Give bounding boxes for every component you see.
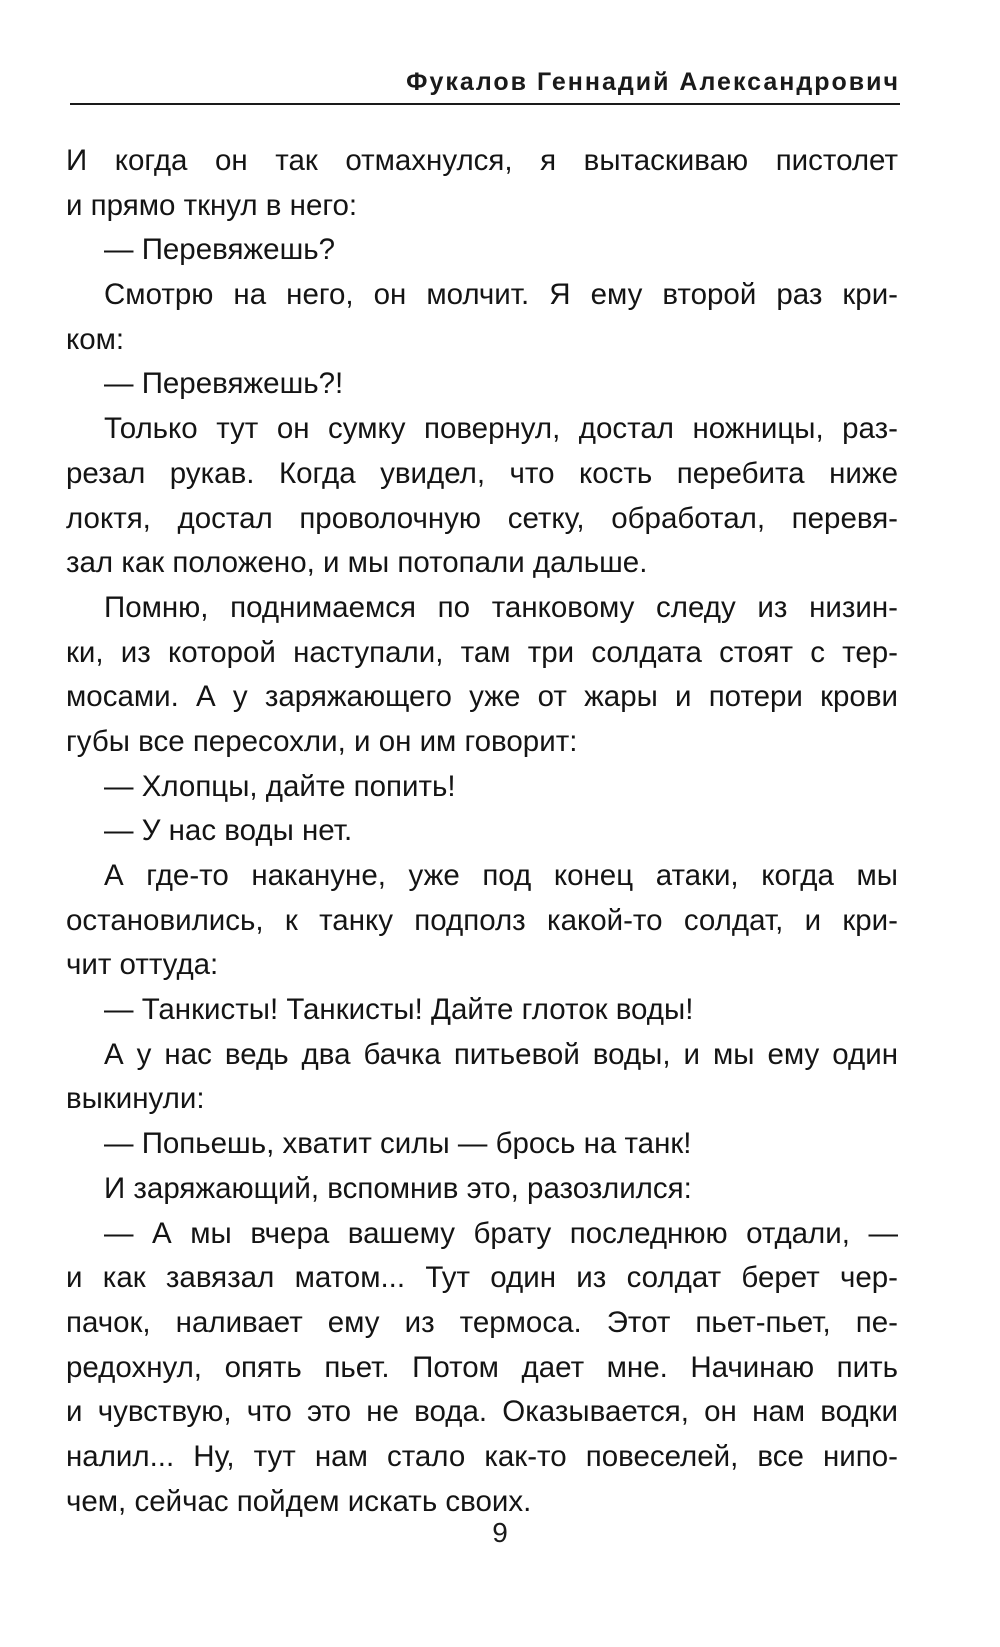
text-line: И когда он так отмахнулся, я вытаскиваю пистолет <box>66 144 898 177</box>
text-line: Смотрю на него, он молчит. Я ему второй раз кри- <box>104 278 898 312</box>
text-line: зал как положено, и мы потопали дальше. <box>66 546 648 580</box>
text-line: мосами. А у заряжающего уже от жары и потери крови <box>66 680 898 714</box>
text-line: ки, из которой наступали, там три солдата стоят с тер- <box>66 635 898 669</box>
text-line: резал рукав. Когда увидел, что кость перебита ниже <box>66 456 898 490</box>
text-line: — Танкисты! Танкисты! Дайте глоток воды! <box>104 993 694 1027</box>
header-rule <box>70 103 900 105</box>
text-line: А где-то накануне, уже под конец атаки, когда мы <box>104 859 898 892</box>
text-line: и как завязал матом... Тут один из солдат берет чер- <box>66 1261 898 1295</box>
text-line: губы все пересохли, и он им говорит: <box>66 724 578 758</box>
text-line: — Попьешь, хватит силы — брось на танк! <box>104 1127 692 1161</box>
text-line: Помню, поднимаемся по танковому следу из низин- <box>104 590 898 624</box>
text-line: — Перевяжешь?! <box>104 367 344 401</box>
text-line: и чувствую, что это не вода. Оказывается, он нам водки <box>66 1395 898 1429</box>
text-line: выкинули: <box>66 1082 205 1116</box>
text-line: — Хлопцы, дайте попить! <box>104 769 456 803</box>
text-line: чем, сейчас пойдем искать своих. <box>66 1484 532 1518</box>
body-text <box>66 139 898 1524</box>
text-line: остановились, к танку подполз какой-то солдат, и кри- <box>66 903 898 937</box>
text-line: и прямо ткнул в него: <box>66 188 358 222</box>
text-line: — У нас воды нет. <box>104 814 353 848</box>
text-line: чит оттуда: <box>66 948 219 982</box>
text-line: локтя, достал проволочную сетку, обработал, перевя- <box>66 501 898 535</box>
text-line: — А мы вчера вашему брату последнюю отдали, — <box>104 1216 898 1250</box>
text-line: А у нас ведь два бачка питьевой воды, и мы ему один <box>104 1037 898 1071</box>
text-line: Только тут он сумку повернул, достал ножницы, раз- <box>104 412 898 446</box>
text-line: И заряжающий, вспомнив это, разозлился: <box>104 1171 692 1205</box>
page-number: 9 <box>492 1517 508 1548</box>
text-line: ком: <box>66 322 125 356</box>
text-line: налил... Ну, тут нам стало как-то повеселей, все нипо- <box>66 1439 898 1473</box>
text-line: пачок, наливает ему из термоса. Этот пьет-пьет, пе- <box>66 1305 898 1339</box>
running-header: Фукалов Геннадий Александрович <box>406 68 900 96</box>
text-line: — Перевяжешь? <box>104 233 336 267</box>
text-line: редохнул, опять пьет. Потом дает мне. Начинаю пить <box>66 1350 898 1384</box>
